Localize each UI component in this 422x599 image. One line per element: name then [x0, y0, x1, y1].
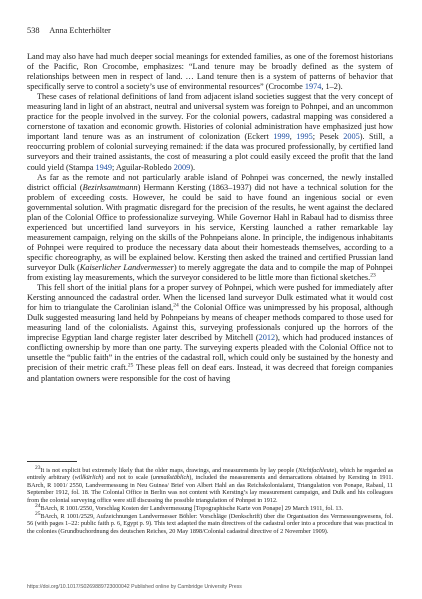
running-author: Anna Echterhölter: [49, 26, 111, 35]
body-paragraph: [27, 92, 393, 172]
footnote-rule: [27, 461, 77, 462]
text-run: BArch, R 1001/2550, Vorschlag Kosten der Landvermessung [Topographische Karte von Ponape] 29 March 1911, fol. 13.: [40, 504, 344, 512]
running-header: [27, 26, 111, 35]
body-paragraph: [27, 173, 393, 284]
text-run: This fell short of the initial plans for a proper survey of Pohnpei, which were pushed for immediately after Kersting announced the cadastral order. When the licensed land surveyor Dulk estimated what it would cost for him to triangulate the Carolinian island,: [27, 283, 393, 313]
body-text: [27, 52, 393, 384]
footnote: [27, 502, 393, 512]
italic-term: Nichtfachleute: [298, 467, 335, 474]
text-run: ) Hermann Kersting (1863–1937) did not have a technical solution for the problem of exceeding costs. However, he could be said to have found an ingenious social or even governmental solution. With pragmatic disregard for the precision of the results, he went against the declared plan of the Colonial Office to professionalize surveying. While Governor Hahl in Rabaul had to dismiss three experienced but uncertified land surveyors in his service, Kersting launched a rather remarkable lay measurement campaign, relying on the skills of the Pohnpeians alone. In principle, the indigenous inhabitants of Pohnpei were required to produce the necessary data about their homesteads themselves, according to a specific choreography, as will be explained below. Kersting then asked the trained and certified Prussian land surveyor Dulk (: [27, 182, 393, 272]
citation-link[interactable]: 2009: [173, 162, 191, 172]
text-run: Land may also have had much deeper social meanings for extended families, as one of the foremost historians of the Pacific, Ron Crocombe, emphasizes: “Land tenure may be broadly defined as the system of relationships between men in respect of land. … Land tenure then is a system of patterns of behavior that specifically serve to control a society’s use of environmental resources” (Crocombe: [27, 52, 393, 92]
footnote-ref[interactable]: 25: [35, 510, 41, 517]
text-run: , 1–2).: [321, 82, 343, 92]
citation-link[interactable]: 1949: [95, 162, 113, 172]
italic-term: willkürlich: [74, 474, 102, 482]
citation-link[interactable]: 2012: [258, 333, 276, 343]
footnote-ref[interactable]: 25: [127, 362, 134, 369]
text-run: As far as the remote and not particularly arable island of Pohnpei was concerned, the newly installed district official (: [27, 172, 393, 192]
footnote-ref[interactable]: 23: [35, 464, 41, 471]
text-run: ,: [289, 132, 297, 142]
text-run: ), which had produced instances of conflicting ownership by more than one party. The surveying experts pleaded with the Colonial Office not to unsettle the “public faith” in the entries of the cadastral roll, which could only be sustained by the honesty and precision of their metric craft.: [27, 333, 393, 373]
text-run: the Colonial Office was unimpressed by his proposal, although Dulk suggested measuring land held by Pohnpeians by means of cheaper methods compared to those used for measuring land of the colonialists. Against this, surveying professionals conjured up the horrors of the imprecise Egyptian land charge register later described by Mitchell (: [27, 303, 394, 343]
text-run: ) and not to scale (: [101, 474, 153, 482]
footnote-ref[interactable]: 23: [370, 272, 376, 279]
text-run: ).: [190, 162, 196, 172]
text-run: ; Pesek: [312, 132, 344, 142]
citation-link[interactable]: 2005: [343, 132, 360, 142]
text-run: These pleas fell on deaf ears. Instead, it was decreed that foreign companies and plantation owners were responsible for the cost of having: [27, 363, 393, 383]
footnote: [27, 510, 393, 535]
footnote-list: [27, 464, 394, 535]
text-run: ), which he regarded as entirely arbitrary (: [27, 467, 393, 482]
footnote-ref[interactable]: 24: [173, 302, 179, 309]
citation-link[interactable]: 1999: [273, 132, 290, 142]
italic-term: unmaßstäblich: [152, 474, 190, 482]
footnote-ref[interactable]: 24: [35, 502, 41, 509]
italic-term: Bezirksamtmann: [82, 182, 138, 192]
text-run: BArch, R 1001/2529, Aufzeichnungen Landvermesser Böhler: Vorschläge (Denkschrift) über die Organisation des Vermessungswesens, fol. 56 (with pages 1–22: public faith p. 6, Egypt p. 9). This text adapted the main directives of the cadastral order into a procedure that was practical in the colonies (Grundbuchordnung des deutschen Reiches, 20 May 1898/Colonial cadastral directive of 2 November 1909).: [27, 512, 393, 535]
text-run: ) to merely aggregate the data and to compile the map of Pohnpei from existing lay measurements, which the surveyor considered to be little more than fictional sketches.: [27, 262, 393, 283]
body-paragraph: [27, 52, 393, 92]
text-run: These cases of relational definitions of land from adjacent island societies suggest that the very concept of measuring land in light of an abstract, neutral and universal system was foreign to Pohnpei, and an uncommon practice for the people involved in the survey. For the colonial powers, cadastral mapping was considered a cornerstone of taxation and economic growth. Histories of colonial administration have emphasized just how important land tenure was as an instrument of colonization (Eckert: [27, 92, 393, 142]
text-run: It is not explicit but extremely likely that the older maps, drawings, and measurements by lay people (: [40, 467, 299, 474]
page-number: 538: [27, 26, 40, 35]
footnotes: [27, 461, 393, 536]
italic-term: Kaiserlicher Landvermesser: [79, 262, 174, 272]
text-run: ), included the measurements and demarcations obtained by Kersting in 1911. BArch, R 1001/ 2550, Landvermessung in Neu Guinea/ Brief von Albert Hahl an das Reichskolonialamt, Triangulation von Ponape, Rabaul, 11 September 1912, fol. 18. The Colonial Office in Berlin was not content with Kersting’s lay measurement campaign, and Dulk and his colleagues from the colonial surveying office were still discussing the possible triangulation of Pohnpei in 1912.: [27, 474, 394, 504]
text-run: ). Still, a reoccurring problem of colonial surveying remained: if the data was procured professionally, by certified land surveyors and their trained assistants, the cost of measuring a plot could easily exceed the profit that the land could yield (Stampa: [27, 132, 394, 172]
footnote: [27, 464, 394, 504]
body-paragraph: [27, 283, 393, 383]
citation-link[interactable]: 1995: [296, 132, 313, 142]
doi-footer[interactable]: https://doi.org/10.1017/S0269889723000042 Published online by Cambridge University Press: [27, 584, 242, 590]
text-run: ; Aguilar-Robledo: [112, 162, 174, 172]
citation-link[interactable]: 1974: [304, 82, 322, 92]
